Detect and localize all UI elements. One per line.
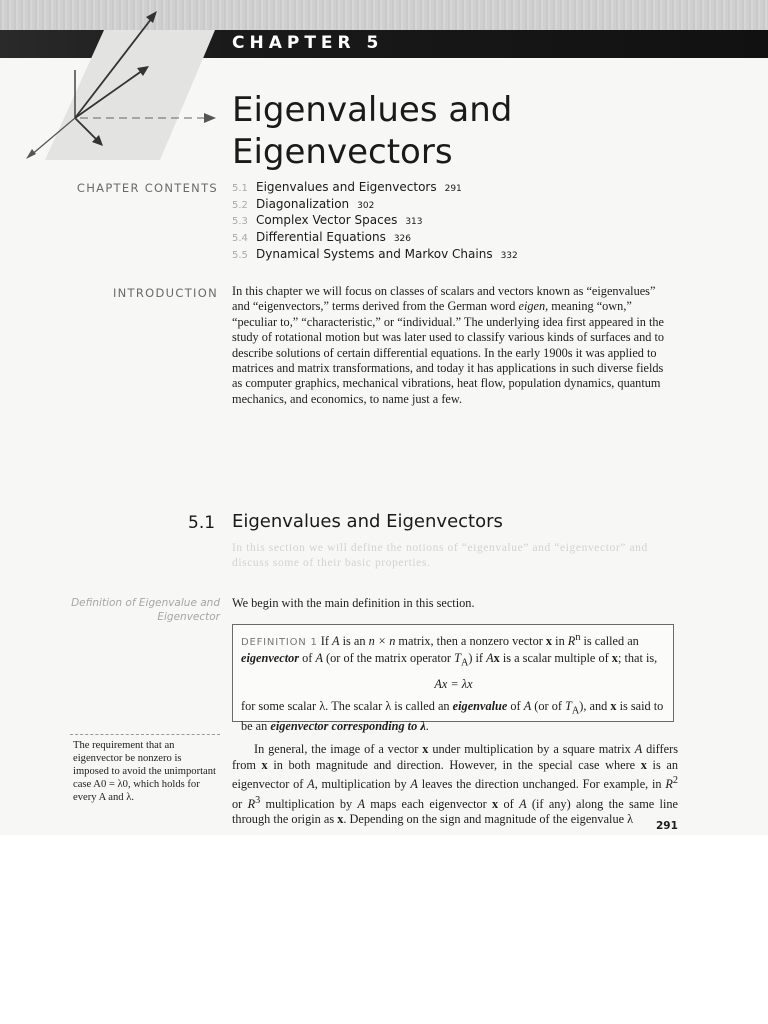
chapter-contents-heading: CHAPTER CONTENTS bbox=[76, 181, 218, 195]
section-title: Eigenvalues and Eigenvectors bbox=[232, 511, 503, 532]
contents-list bbox=[232, 180, 518, 263]
contents-item[interactable]: 5.5 Dynamical Systems and Markov Chains 332 bbox=[232, 246, 518, 261]
body-paragraph: In general, the image of a vector x under multiplication by a square matrix A differs from x in both magnitude and direction. However, in the special case where x is an eigenvector of A, multiplication by A leaves the direction unchanged. For example, in $R^2$ or $R^3$ multiplication by A maps each eigenvector x of A (if any) along the same line through the origin as x. Depending on the sign and magnitude of the eigenvalue λ bbox=[232, 742, 678, 827]
chapter-label: CHAPTER 5 bbox=[232, 33, 384, 53]
definition-text: DEFINITION 1 If A is an n × n matrix, then a nonzero vector x in $R^n$ is called an eigenvector of A (or of the matrix operator $T_A$) if Ax is a scalar multiple of x; that is, Ax = λx for some scalar λ. The scalar λ is called an eigenvalue of A (or of $T_A$), and x is said to be an eigenvector corresponding to λ. bbox=[241, 630, 666, 735]
definition-lead: We begin with the main definition in this section. bbox=[232, 596, 475, 610]
chapter-title: Eigenvalues and Eigenvectors bbox=[232, 90, 513, 172]
axis-arrowhead bbox=[204, 113, 216, 123]
contents-item[interactable]: 5.3 Complex Vector Spaces 313 bbox=[232, 213, 423, 228]
contents-item[interactable]: 5.4 Differential Equations 326 bbox=[232, 230, 412, 245]
contents-item[interactable]: 5.2 Diagonalization 302 bbox=[232, 196, 375, 211]
page-number: 291 bbox=[656, 820, 678, 832]
margin-note-rule bbox=[70, 734, 220, 735]
margin-note: The requirement that an eigenvector be nonzero is imposed to avoid the unimportant case A0 = λ0, which holds for every A and λ. bbox=[73, 740, 216, 803]
definition-tag: DEFINITION 1 bbox=[241, 637, 318, 649]
section-number: 5.1 bbox=[188, 513, 216, 533]
introduction-heading: INTRODUCTION bbox=[112, 286, 218, 300]
section-intro-faded: In this section we will define the notions of “eigenvalue” and “eigenvector” and discuss some of their basic properties. bbox=[232, 542, 648, 569]
definition-box bbox=[232, 624, 674, 733]
contents-item[interactable]: 5.1 Eigenvalues and Eigenvectors 291 bbox=[232, 180, 462, 194]
definition-equation: Ax = λx bbox=[434, 676, 473, 691]
definition-side-heading: Definition of Eigenvalue and Eigenvector bbox=[71, 597, 220, 623]
shaded-plane bbox=[45, 30, 215, 160]
introduction-paragraph: In this chapter we will focus on classes of scalars and vectors known as “eigenvalues” and “eigenvectors,” terms derived from the German word eigen, meaning “own,” “peculiar to,” “characteristic,” or “individual.” The underlying idea first appeared in the study of rotational motion but was later used to classify various kinds of surfaces and to describe solutions of certain differential equations. In the early 1900s it was applied to matrices and matrix transformations, and today it has applications in such diverse fields as computer graphics, mechanical vibrations, heat flow, population dynamics, quantum mechanics, and economics, to name just a few. bbox=[232, 284, 665, 406]
vector-arrows-illustration bbox=[0, 0, 230, 170]
